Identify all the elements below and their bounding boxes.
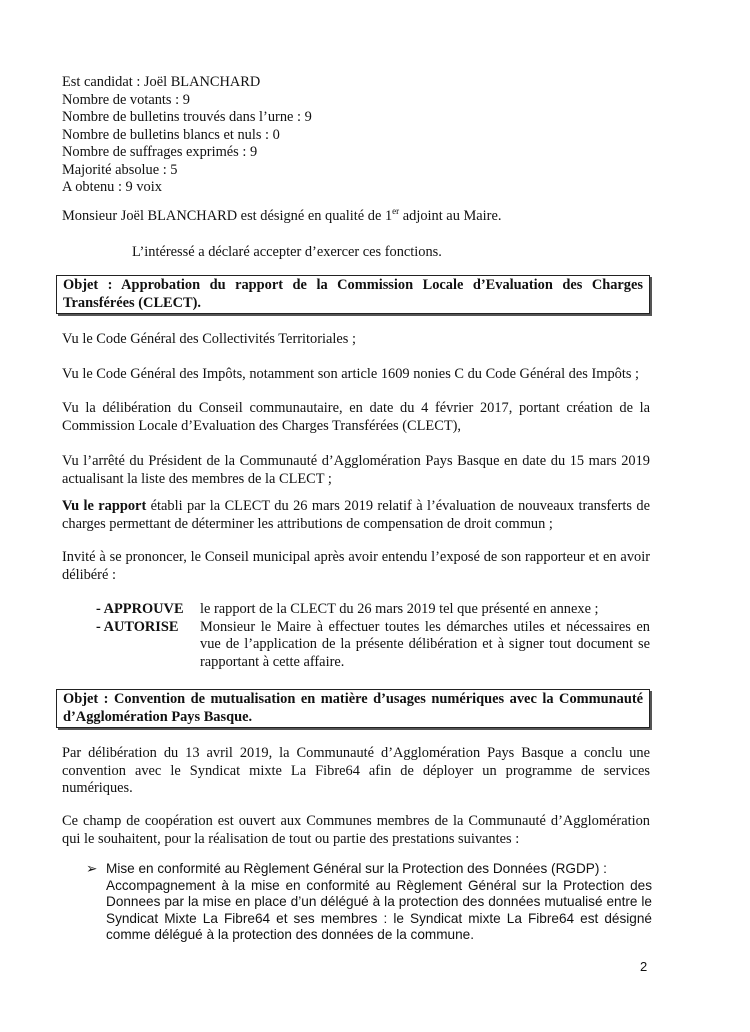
decision-key: - AUTORISE	[96, 618, 179, 635]
numerique-cooperation: Ce champ de coopération est ouvert aux Communes membres de la Communauté d’Agglomération qui le souhaitent, pour la réalisation de tout ou partie des prestations suivantes :	[62, 813, 650, 847]
decision-key: - APPROUVE	[96, 601, 184, 617]
section-title-clect: Objet : Approbation du rapport de la Commission Locale d’Evaluation des Charges Transférées (CLECT).	[56, 275, 650, 314]
designation-text-after: adjoint au Maire.	[399, 208, 502, 224]
clect-invite: Invité à se prononcer, le Conseil municipal après avoir entendu l’exposé de son rapporteur et en avoir délibéré :	[62, 549, 650, 583]
section-title-numerique: Objet : Convention de mutualisation en matière d’usages numériques avec la Communauté d’Agglomération Pays Basque.	[56, 689, 650, 728]
clect-vu-rapport	[62, 498, 650, 533]
obtenu-line: A obtenu : 9 voix	[62, 179, 162, 195]
decision-text: Monsieur le Maire à effectuer toutes les démarches utiles et nécessaires en vue de l’application de la présente délibération et à signer tout document se rapportant à cette affaire.	[200, 618, 650, 670]
acceptance-paragraph: L’intéressé a déclaré accepter d’exercer ces fonctions.	[132, 244, 442, 260]
votants-line: Nombre de votants : 9	[62, 91, 190, 108]
bulletins-urne-line: Nombre de bulletins trouvés dans l’urne : 9	[62, 109, 312, 125]
blancs-nuls-line: Nombre de bulletins blancs et nuls : 0	[62, 126, 280, 143]
vote-results	[62, 74, 650, 197]
designation-ordinal: er	[392, 206, 400, 217]
rgpd-bullet	[86, 861, 652, 944]
suffrages-line: Nombre de suffrages exprimés : 9	[62, 144, 258, 160]
candidate-line: Est candidat : Joël BLANCHARD	[62, 74, 261, 90]
clect-vu-arrete: Vu l’arrêté du Président de la Communauté d’Agglomération Pays Basque en date du 15 mars 2019 actualisant la liste des membres de la CLECT ;	[62, 453, 650, 487]
decision-row-autorise	[96, 619, 656, 672]
rgpd-bullet-body: Accompagnement à la mise en conformité au Règlement Général sur la Protection des Donnees par la mise en place d’un délégué à la protection des données mutualisé entre le Syndicat Mixte La Fibre64 et ses membres : le Syndicat mixte La Fibre64 est désigné comme délégué à la protection des données de la commune.	[106, 877, 652, 942]
vu-le-rapport-text: établi par la CLECT du 26 mars 2019 relatif à l’évaluation de nouveaux transferts de charges permettant de déterminer les attributions de compensation de droit commun ;	[62, 498, 650, 532]
page-number: 2	[640, 959, 648, 974]
clect-vu-deliberation: Vu la délibération du Conseil communautaire, en date du 4 février 2017, portant création de la Commission Locale d’Evaluation des Charges Transférées (CLECT),	[62, 400, 650, 434]
vu-le-rapport-bold: Vu le rapport	[62, 498, 147, 514]
decision-text: le rapport de la CLECT du 26 mars 2019 tel que présenté en annexe ;	[200, 601, 599, 617]
decision-row-approuve	[96, 601, 656, 619]
arrow-bullet-icon: ➢	[86, 861, 98, 876]
rgpd-bullet-head: Mise en conformité au Règlement Général sur la Protection des Données (RGDP) :	[106, 861, 607, 876]
designation-paragraph	[62, 208, 650, 226]
clect-vu-cgct: Vu le Code Général des Collectivités Territoriales ;	[62, 331, 356, 347]
clect-vu-cgi: Vu le Code Général des Impôts, notamment son article 1609 nonies C du Code Général des Impôts ;	[62, 366, 640, 382]
numerique-deliberation: Par délibération du 13 avril 2019, la Communauté d’Agglomération Pays Basque a conclu une convention avec le Syndicat mixte La Fibre64 afin de déployer un programme de services numériques.	[62, 745, 650, 796]
designation-text-before: Monsieur Joël BLANCHARD est désigné en qualité de 1	[62, 208, 393, 224]
majorite-line: Majorité absolue : 5	[62, 161, 178, 178]
clect-decisions	[96, 601, 656, 671]
